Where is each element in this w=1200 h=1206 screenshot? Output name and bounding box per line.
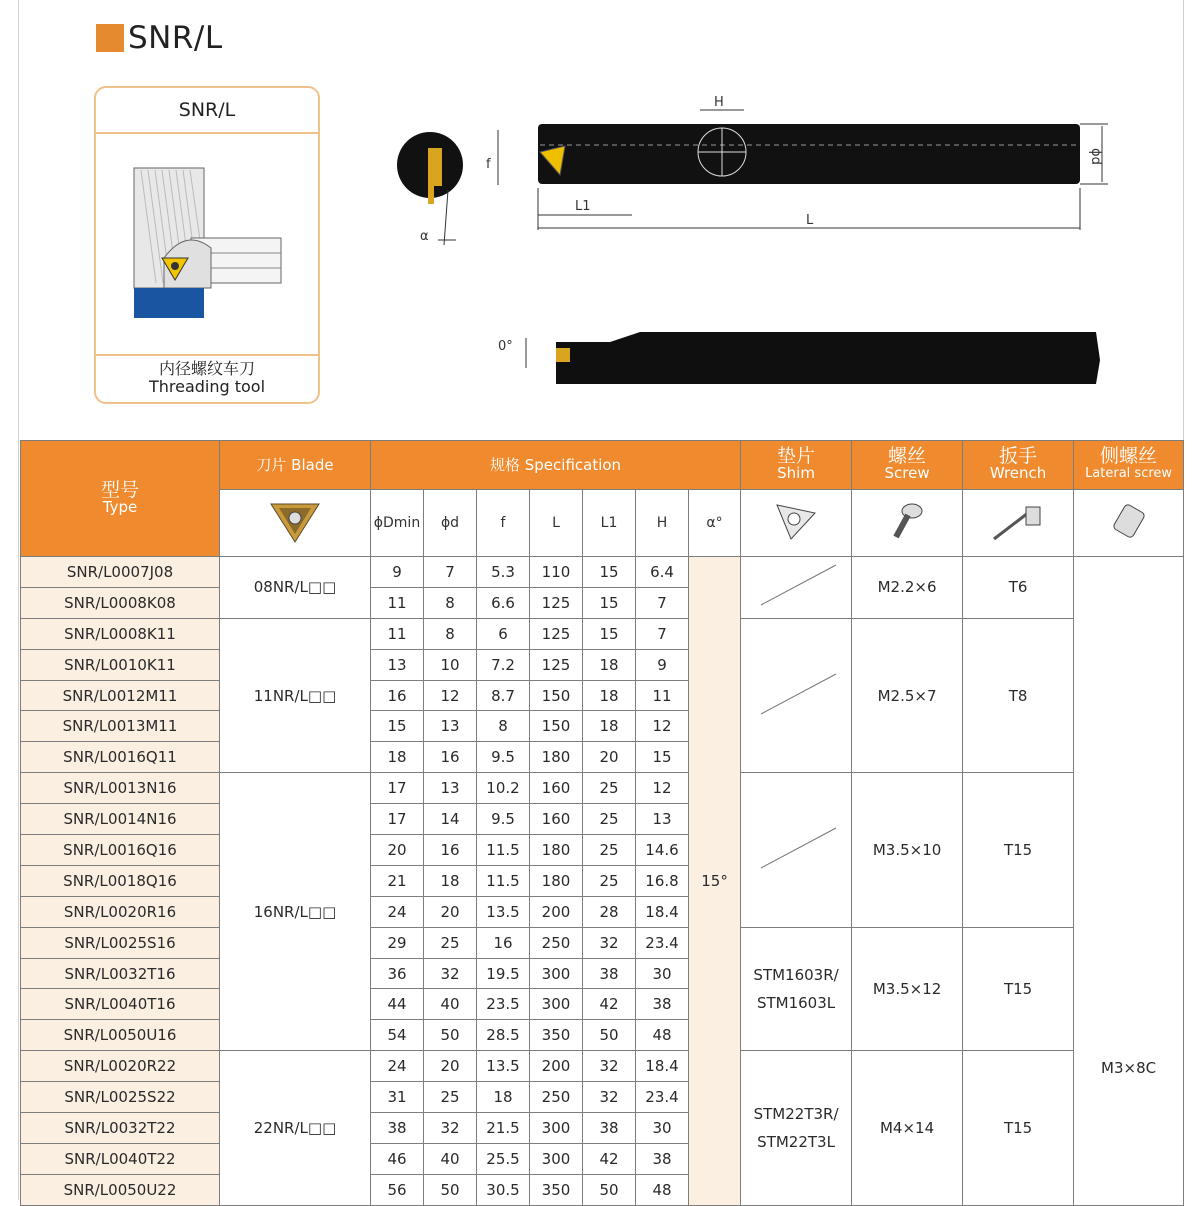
spec-l-cell: 350 <box>530 1174 583 1205</box>
spec-l-cell: 160 <box>530 773 583 804</box>
type-cell: SNR/L0007J08 <box>21 557 220 588</box>
title-text: SNR/L <box>128 20 223 56</box>
caption-cn: 内径螺纹车刀 <box>158 359 255 378</box>
alpha-label: α <box>420 229 429 244</box>
spec-h-cell: 16.8 <box>636 865 689 896</box>
spec-d-cell: 40 <box>424 1143 477 1174</box>
spec-f-cell: 16 <box>477 927 530 958</box>
spec-l1-cell: 38 <box>583 958 636 989</box>
spec-dmin-cell: 54 <box>371 1020 424 1051</box>
lateral-value: M3×8C <box>1101 1058 1157 1077</box>
spec-l1-cell: 25 <box>583 835 636 866</box>
sub-f: f <box>477 490 530 557</box>
header-wrench: 扳手 Wrench <box>963 441 1074 490</box>
screw-cell: M2.5×7 <box>852 618 963 772</box>
spec-dmin-cell: 17 <box>371 773 424 804</box>
spec-dmin-cell: 29 <box>371 927 424 958</box>
spec-l-cell: 150 <box>530 680 583 711</box>
header-type-cn: 型号 <box>100 478 139 501</box>
lateral-icon-cell <box>1074 490 1184 557</box>
spec-dmin-cell: 13 <box>371 649 424 680</box>
screw-icon <box>882 499 932 543</box>
spec-l-cell: 200 <box>530 896 583 927</box>
wrench-icon-cell <box>963 490 1074 557</box>
spec-d-cell: 8 <box>424 587 477 618</box>
type-cell: SNR/L0020R22 <box>21 1051 220 1082</box>
specification-table <box>20 440 1184 1206</box>
shim-cell: STM1603R/ STM1603L <box>741 927 852 1051</box>
spec-f-cell: 5.3 <box>477 557 530 588</box>
spec-l-cell: 350 <box>530 1020 583 1051</box>
header-spec: 规格 Specification <box>371 441 741 490</box>
spec-d-cell: 50 <box>424 1020 477 1051</box>
spec-h-cell: 9 <box>636 649 689 680</box>
spec-dmin-cell: 38 <box>371 1113 424 1144</box>
spec-f-cell: 11.5 <box>477 865 530 896</box>
spec-l1-cell: 42 <box>583 989 636 1020</box>
header-lateral: 侧螺丝 Lateral screw <box>1074 441 1184 490</box>
spec-dmin-cell: 17 <box>371 804 424 835</box>
threading-illustration <box>126 158 296 328</box>
caption-en: Threading tool <box>148 377 266 396</box>
type-cell: SNR/L0012M11 <box>21 680 220 711</box>
L-label: L <box>806 213 814 228</box>
wrench-cell: T15 <box>963 1051 1074 1205</box>
spec-h-cell: 23.4 <box>636 1082 689 1113</box>
spec-l1-cell: 15 <box>583 618 636 649</box>
header-type <box>21 441 220 557</box>
phid-label: ϕd <box>1088 148 1103 165</box>
spec-h-cell: 18.4 <box>636 1051 689 1082</box>
table-body <box>21 557 1184 1206</box>
spec-l1-cell: 25 <box>583 804 636 835</box>
spec-dmin-cell: 18 <box>371 742 424 773</box>
spec-f-cell: 13.5 <box>477 896 530 927</box>
panel-title: SNR/L <box>96 88 318 134</box>
header-shim: 垫片 Shim <box>741 441 852 490</box>
spec-l1-cell: 25 <box>583 865 636 896</box>
type-cell: SNR/L0032T16 <box>21 958 220 989</box>
spec-f-cell: 28.5 <box>477 1020 530 1051</box>
spec-l1-cell: 38 <box>583 1113 636 1144</box>
spec-d-cell: 12 <box>424 680 477 711</box>
spec-dmin-cell: 46 <box>371 1143 424 1174</box>
wrench-cell: T6 <box>963 557 1074 619</box>
spec-h-cell: 12 <box>636 711 689 742</box>
spec-dmin-cell: 20 <box>371 835 424 866</box>
title-marker <box>96 24 124 52</box>
spec-d-cell: 18 <box>424 865 477 896</box>
wrench-cell: T15 <box>963 927 1074 1051</box>
spec-l1-cell: 32 <box>583 1082 636 1113</box>
spec-l-cell: 180 <box>530 865 583 896</box>
spec-h-cell: 7 <box>636 618 689 649</box>
lateral-screw-icon <box>1104 499 1154 543</box>
blade-cell: 16NR/L□□ <box>220 773 371 1051</box>
table-row <box>21 927 1184 958</box>
spec-f-cell: 18 <box>477 1082 530 1113</box>
type-cell: SNR/L0008K08 <box>21 587 220 618</box>
type-cell: SNR/L0040T16 <box>21 989 220 1020</box>
spec-l-cell: 150 <box>530 711 583 742</box>
spec-dmin-cell: 24 <box>371 896 424 927</box>
panel-caption <box>96 354 318 402</box>
blade-insert-icon <box>265 496 325 546</box>
type-cell: SNR/L0010K11 <box>21 649 220 680</box>
spec-l-cell: 300 <box>530 989 583 1020</box>
spec-f-cell: 30.5 <box>477 1174 530 1205</box>
H-label: H <box>714 95 724 110</box>
spec-f-cell: 8.7 <box>477 680 530 711</box>
spec-f-cell: 23.5 <box>477 989 530 1020</box>
spec-h-cell: 48 <box>636 1020 689 1051</box>
spec-f-cell: 11.5 <box>477 835 530 866</box>
sub-alpha: α° <box>689 490 741 557</box>
spec-l-cell: 125 <box>530 618 583 649</box>
spec-dmin-cell: 11 <box>371 618 424 649</box>
type-cell: SNR/L0014N16 <box>21 804 220 835</box>
spec-h-cell: 18.4 <box>636 896 689 927</box>
L1-label: L1 <box>575 199 591 214</box>
spec-d-cell: 14 <box>424 804 477 835</box>
spec-l-cell: 110 <box>530 557 583 588</box>
screw-cell: M2.2×6 <box>852 557 963 619</box>
type-cell: SNR/L0013N16 <box>21 773 220 804</box>
sub-d: ϕd <box>424 490 477 557</box>
spec-l1-cell: 50 <box>583 1174 636 1205</box>
spec-d-cell: 32 <box>424 1113 477 1144</box>
screw-cell: M3.5×10 <box>852 773 963 927</box>
spec-d-cell: 8 <box>424 618 477 649</box>
spec-l1-cell: 32 <box>583 927 636 958</box>
page-title <box>96 18 223 58</box>
header-screw: 螺丝 Screw <box>852 441 963 490</box>
spec-l-cell: 250 <box>530 927 583 958</box>
type-cell: SNR/L0040T22 <box>21 1143 220 1174</box>
shim-empty-mark <box>751 560 841 610</box>
table-row <box>21 773 1184 804</box>
spec-f-cell: 6 <box>477 618 530 649</box>
type-cell: SNR/L0018Q16 <box>21 865 220 896</box>
shim-cell <box>741 773 852 927</box>
alpha-cell: 15° <box>689 557 741 1206</box>
spec-h-cell: 15 <box>636 742 689 773</box>
shim-cell: STM22T3R/ STM22T3L <box>741 1051 852 1205</box>
spec-l1-cell: 15 <box>583 557 636 588</box>
type-cell: SNR/L0032T22 <box>21 1113 220 1144</box>
spec-f-cell: 25.5 <box>477 1143 530 1174</box>
spec-d-cell: 20 <box>424 896 477 927</box>
spec-l1-cell: 18 <box>583 711 636 742</box>
spec-dmin-cell: 16 <box>371 680 424 711</box>
spec-l-cell: 125 <box>530 649 583 680</box>
spec-d-cell: 32 <box>424 958 477 989</box>
screw-icon-cell <box>852 490 963 557</box>
spec-d-cell: 13 <box>424 711 477 742</box>
screw-cell: M3.5×12 <box>852 927 963 1051</box>
spec-dmin-cell: 21 <box>371 865 424 896</box>
tool-dimension-diagram <box>380 90 1120 260</box>
spec-l-cell: 200 <box>530 1051 583 1082</box>
header-type-en: Type <box>102 497 138 516</box>
spec-h-cell: 30 <box>636 1113 689 1144</box>
type-cell: SNR/L0008K11 <box>21 618 220 649</box>
spec-f-cell: 21.5 <box>477 1113 530 1144</box>
spec-d-cell: 40 <box>424 989 477 1020</box>
spec-dmin-cell: 31 <box>371 1082 424 1113</box>
spec-f-cell: 6.6 <box>477 587 530 618</box>
shim-cell <box>741 618 852 772</box>
spec-l-cell: 125 <box>530 587 583 618</box>
blade-cell: 08NR/L□□ <box>220 557 371 619</box>
type-cell: SNR/L0016Q16 <box>21 835 220 866</box>
spec-f-cell: 8 <box>477 711 530 742</box>
spec-h-cell: 14.6 <box>636 835 689 866</box>
wrench-cell: T15 <box>963 773 1074 927</box>
spec-d-cell: 16 <box>424 742 477 773</box>
sub-dmin: ϕDmin <box>371 490 424 557</box>
spec-l1-cell: 32 <box>583 1051 636 1082</box>
spec-l1-cell: 18 <box>583 680 636 711</box>
spec-d-cell: 10 <box>424 649 477 680</box>
type-cell: SNR/L0020R16 <box>21 896 220 927</box>
spec-h-cell: 7 <box>636 587 689 618</box>
screw-cell: M4×14 <box>852 1051 963 1205</box>
header-blade: 刀片 Blade <box>220 441 371 490</box>
lateral-cell <box>1074 557 1184 1206</box>
tool-side-view <box>490 320 1110 390</box>
spec-l-cell: 250 <box>530 1082 583 1113</box>
spec-l-cell: 300 <box>530 1113 583 1144</box>
spec-l-cell: 180 <box>530 835 583 866</box>
wrench-icon <box>988 499 1048 543</box>
sub-L1: L1 <box>583 490 636 557</box>
type-cell: SNR/L0013M11 <box>21 711 220 742</box>
spec-h-cell: 12 <box>636 773 689 804</box>
spec-h-cell: 38 <box>636 1143 689 1174</box>
blade-icon-cell <box>220 490 371 557</box>
spec-l1-cell: 50 <box>583 1020 636 1051</box>
spec-dmin-cell: 24 <box>371 1051 424 1082</box>
spec-f-cell: 9.5 <box>477 742 530 773</box>
spec-h-cell: 38 <box>636 989 689 1020</box>
zero-label: 0° <box>498 339 513 354</box>
table-row <box>21 557 1184 588</box>
spec-f-cell: 7.2 <box>477 649 530 680</box>
type-cell: SNR/L0050U16 <box>21 1020 220 1051</box>
spec-f-cell: 13.5 <box>477 1051 530 1082</box>
type-cell: SNR/L0016Q11 <box>21 742 220 773</box>
spec-f-cell: 19.5 <box>477 958 530 989</box>
spec-l-cell: 300 <box>530 1143 583 1174</box>
spec-dmin-cell: 44 <box>371 989 424 1020</box>
spec-h-cell: 11 <box>636 680 689 711</box>
blade-cell: 11NR/L□□ <box>220 618 371 772</box>
shim-empty-mark <box>751 669 841 719</box>
spec-d-cell: 20 <box>424 1051 477 1082</box>
spec-l1-cell: 42 <box>583 1143 636 1174</box>
spec-dmin-cell: 9 <box>371 557 424 588</box>
spec-h-cell: 23.4 <box>636 927 689 958</box>
type-cell: SNR/L0025S22 <box>21 1082 220 1113</box>
spec-l-cell: 180 <box>530 742 583 773</box>
wrench-cell: T8 <box>963 618 1074 772</box>
shim-cell <box>741 557 852 619</box>
spec-h-cell: 48 <box>636 1174 689 1205</box>
spec-h-cell: 30 <box>636 958 689 989</box>
spec-l1-cell: 20 <box>583 742 636 773</box>
spec-l-cell: 300 <box>530 958 583 989</box>
blade-cell: 22NR/L□□ <box>220 1051 371 1205</box>
spec-dmin-cell: 56 <box>371 1174 424 1205</box>
spec-l1-cell: 25 <box>583 773 636 804</box>
sub-H: H <box>636 490 689 557</box>
table-row <box>21 618 1184 649</box>
spec-h-cell: 6.4 <box>636 557 689 588</box>
spec-f-cell: 10.2 <box>477 773 530 804</box>
spec-h-cell: 13 <box>636 804 689 835</box>
shim-icon-cell <box>741 490 852 557</box>
spec-l-cell: 160 <box>530 804 583 835</box>
shim-icon <box>771 499 821 543</box>
spec-f-cell: 9.5 <box>477 804 530 835</box>
shim-empty-mark <box>751 823 841 873</box>
spec-l1-cell: 18 <box>583 649 636 680</box>
spec-d-cell: 7 <box>424 557 477 588</box>
type-cell: SNR/L0025S16 <box>21 927 220 958</box>
spec-dmin-cell: 36 <box>371 958 424 989</box>
type-cell: SNR/L0050U22 <box>21 1174 220 1205</box>
spec-dmin-cell: 15 <box>371 711 424 742</box>
spec-l1-cell: 28 <box>583 896 636 927</box>
spec-d-cell: 16 <box>424 835 477 866</box>
sub-L: L <box>530 490 583 557</box>
spec-d-cell: 13 <box>424 773 477 804</box>
spec-dmin-cell: 11 <box>371 587 424 618</box>
spec-d-cell: 25 <box>424 1082 477 1113</box>
spec-d-cell: 50 <box>424 1174 477 1205</box>
table-row <box>21 1051 1184 1082</box>
spec-l1-cell: 15 <box>583 587 636 618</box>
f-label: f <box>486 157 491 172</box>
tool-panel <box>94 86 320 404</box>
spec-d-cell: 25 <box>424 927 477 958</box>
